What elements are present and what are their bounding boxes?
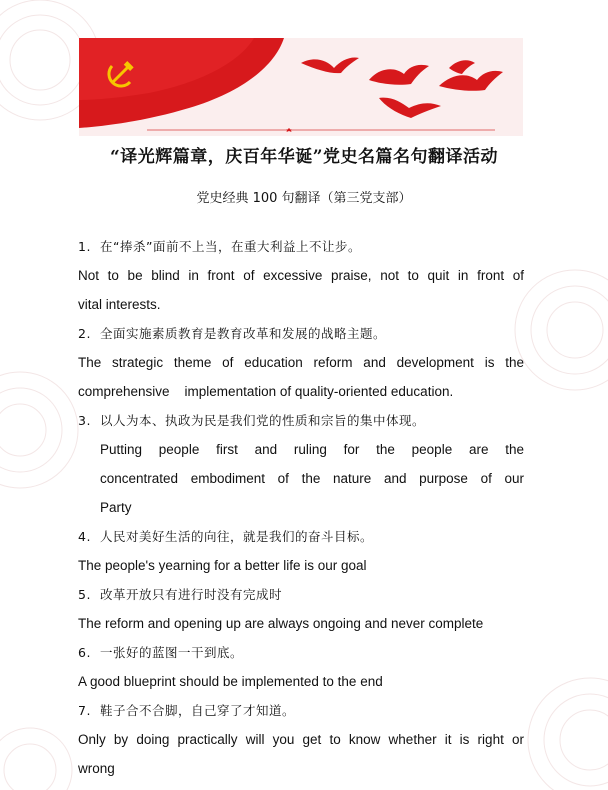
- list-item-en: Not to be blind in front of excessive praise, not to quit in front of: [78, 268, 524, 283]
- list-item-en: wrong: [78, 761, 115, 776]
- page-subtitle: 党史经典 100 句翻译（第三党支部）: [196, 191, 412, 206]
- header-banner: [79, 38, 523, 136]
- list-item-en: Only by doing practically will you get to know whether it is right or: [78, 732, 524, 747]
- dove-icon: [301, 57, 503, 118]
- list-item-zh: 2. 全面实施素质教育是教育改革和发展的战略主题。: [78, 326, 387, 341]
- list-item-zh: 4. 人民对美好生活的向往，就是我们的奋斗目标。: [78, 529, 374, 544]
- list-item-en: A good blueprint should be implemented to the end: [78, 674, 383, 689]
- list-item-zh: 1. 在“捧杀”面前不上当，在重大利益上不让步。: [78, 239, 361, 254]
- list-item-en: The strategic theme of education reform and development is the: [78, 355, 524, 370]
- list-item-en: comprehensive implementation of quality-oriented education.: [78, 384, 454, 399]
- list-item-zh: 3. 以人为本、执政为民是我们党的性质和宗旨的集中体现。: [78, 413, 426, 428]
- list-item-zh: 7. 鞋子合不合脚，自己穿了才知道。: [78, 703, 296, 718]
- list-item-en: Party: [100, 500, 132, 515]
- list-item-en: The reform and opening up are always ongoing and never complete: [78, 616, 484, 631]
- list-item-zh: 6. 一张好的蓝图一干到底。: [78, 645, 244, 660]
- list-item-en: The people's yearning for a better life is our goal: [78, 558, 367, 573]
- list-item-en: vital interests.: [78, 297, 161, 312]
- translation-list: [78, 232, 524, 783]
- decorative-divider: [147, 128, 495, 132]
- list-item-en: concentrated embodiment of the nature and purpose of our: [100, 471, 524, 486]
- list-item-zh: 5. 改革开放只有进行时没有完成时: [78, 587, 283, 602]
- page-title: “译光辉篇章，庆百年华诞”党史名篇名句翻译活动: [109, 147, 499, 167]
- list-item-en: Putting people first and ruling for the people are the: [100, 442, 524, 457]
